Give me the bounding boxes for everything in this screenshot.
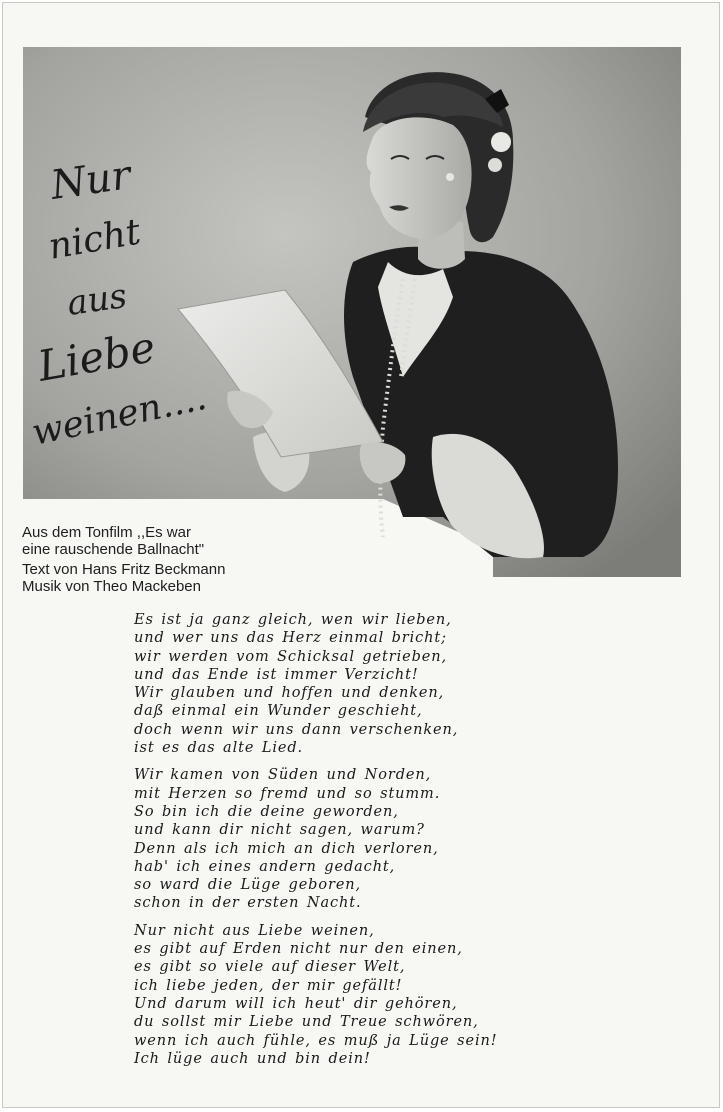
earring [446, 173, 454, 181]
lyric-line: und kann dir nicht sagen, warum? [134, 822, 425, 839]
lyric-line: du sollst mir Liebe und Treue schwören, [134, 1014, 479, 1031]
film-source-line-1: Aus dem Tonfilm ,,Es war [22, 524, 191, 541]
lyric-line: so ward die Lüge geboren, [134, 877, 362, 894]
postcard [2, 2, 720, 1108]
lyric-line: ist es das alte Lied. [134, 740, 304, 757]
lyric-line: hab' ich eines andern gedacht, [134, 858, 396, 875]
lyric-line: ich liebe jeden, der mir gefällt! [134, 977, 403, 994]
lyric-line: Und darum will ich heut' dir gehören, [134, 995, 458, 1012]
lyric-line: Denn als ich mich an dich verloren, [134, 840, 439, 857]
stanza-3 [134, 922, 574, 1068]
film-source-line-2: eine rauschende Ballnacht" [22, 541, 205, 558]
lyric-line: und das Ende ist immer Verzicht! [134, 666, 419, 683]
lyric-line: daß einmal ein Wunder geschieht, [134, 703, 423, 720]
song-lyrics [134, 611, 574, 1077]
title-line-3: aus [64, 276, 130, 324]
lyric-line: doch wenn wir uns dann verschenken, [134, 721, 459, 738]
film-still-photo [23, 47, 681, 577]
title-line-4: Liebe [34, 322, 159, 391]
hair-flower [491, 132, 511, 152]
lyric-line: Es ist ja ganz gleich, wen wir lieben, [134, 612, 452, 628]
title-line-2: nicht [45, 211, 144, 268]
title-line-1: Nur [47, 152, 134, 209]
stanza-1 [134, 611, 574, 757]
lyric-line: So bin ich die deine geworden, [134, 803, 399, 820]
lyric-line: mit Herzen so fremd und so stumm. [134, 785, 441, 802]
lyric-line: Ich lüge auch und bin dein! [134, 1050, 371, 1067]
film-credits [22, 524, 322, 595]
lyric-line: es gibt so viele auf dieser Welt, [134, 959, 406, 976]
lyric-line: wir werden vom Schicksal getrieben, [134, 648, 448, 665]
lyric-line: wenn ich auch fühle, es muß ja Lüge sein! [134, 1032, 498, 1049]
lyric-line: und wer uns das Herz einmal bricht; [134, 630, 447, 647]
photo-illustration [23, 47, 681, 577]
title-line-5: weinen.... [28, 376, 211, 454]
lyric-line: es gibt auf Erden nicht nur den einen, [134, 941, 463, 958]
lyric-line: Wir kamen von Süden und Norden, [134, 767, 432, 784]
lyricist-credit: Text von Hans Fritz Beckmann [22, 561, 226, 578]
lyric-line: schon in der ersten Nacht. [134, 895, 362, 912]
stanza-2 [134, 766, 574, 912]
lyric-line: Nur nicht aus Liebe weinen, [134, 922, 375, 939]
lyric-line: Wir glauben und hoffen und denken, [134, 685, 445, 702]
composer-credit: Musik von Theo Mackeben [22, 578, 201, 595]
